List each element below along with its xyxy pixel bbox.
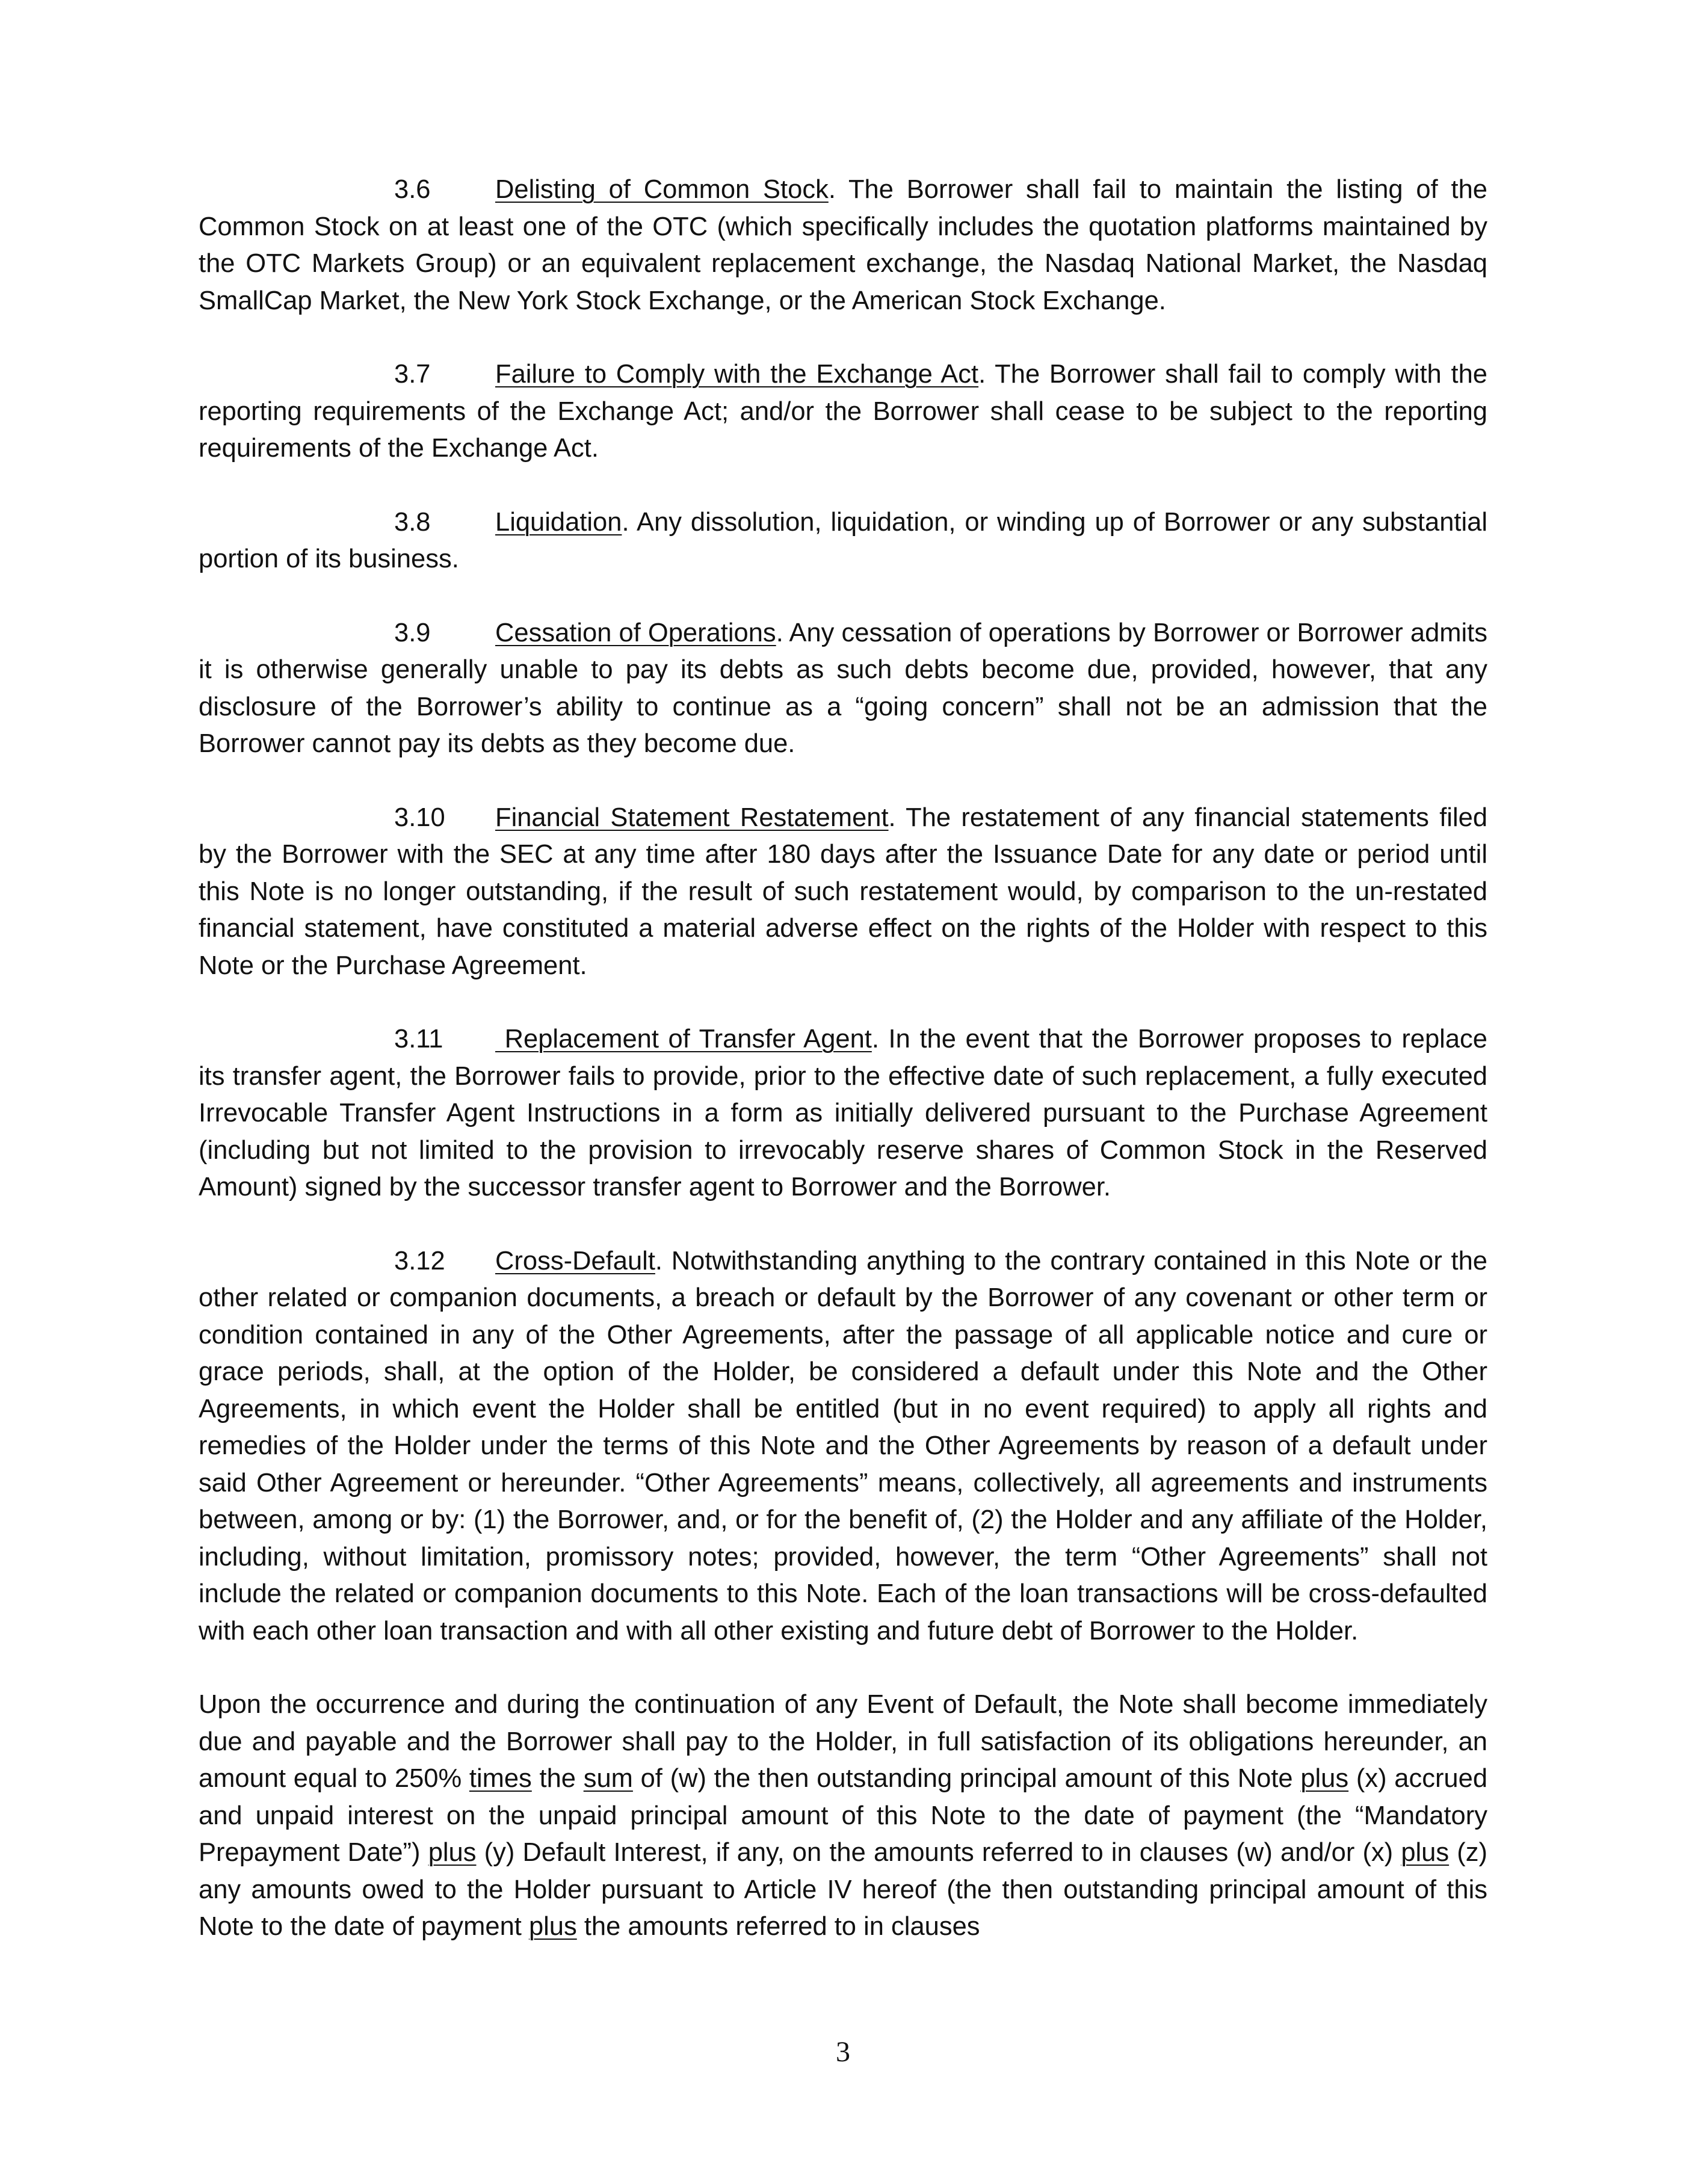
section-3-8	[199, 504, 1487, 578]
text-run: the	[531, 1764, 584, 1793]
text-run: the amounts referred to in clauses	[576, 1912, 980, 1941]
section-3-11	[199, 1021, 1487, 1206]
section-heading: Financial Statement Restatement	[495, 803, 889, 832]
section-heading: Liquidation	[495, 507, 622, 537]
underlined-term: plus	[528, 1912, 577, 1941]
section-3-7	[199, 356, 1487, 467]
section-number: 3.7	[394, 360, 431, 389]
text-run: of (w) the then outstanding principal amount of this Note	[632, 1764, 1301, 1793]
section-3-12	[199, 1243, 1487, 1650]
section-body: . Any cessation of operations by Borrower or Borrower admits it is otherwise generally unable to pay its debts as such debts become due, provided, however, that any disclosure of the Borrower’s ability to continue as a “going concern” shall not be an admission that the Borrower cannot pay its debts as they become due.	[199, 618, 1487, 758]
section-body: . Notwithstanding anything to the contrary contained in this Note or the other related or companion documents, a breach or default by the Borrower of any covenant or other term or condition contained in any of the Other Agreements, after the passage of all applicable notice and cure or grace periods, shall, at the option of the Holder, be considered a default under this Note and the Other Agreements, in which event the Holder shall be entitled (but in no event required) to apply all rights and remedies of the Holder under the terms of this Note and the Other Agreements by reason of a default under said Other Agreement or hereunder. “Other Agreements” means, collectively, all agreements and instruments between, among or by: (1) the Borrower, and, or for the benefit of, (2) the Holder and any affiliate of the Holder, including, without limitation, promissory notes; provided, however, the term “Other Agreements” shall not include the related or companion documents to this Note. Each of the loan transactions will be cross-defaulted with each other loan transaction and with all other existing and future debt of Borrower to the Holder.	[199, 1246, 1487, 1646]
section-number: 3.12	[394, 1246, 445, 1276]
page-number: 3	[836, 2036, 850, 2068]
text-run: (y) Default Interest, if any, on the amounts referred to in clauses (w) and/or (x)	[476, 1838, 1401, 1867]
underlined-term: plus	[1300, 1764, 1349, 1793]
section-body: . In the event that the Borrower proposes to replace its transfer agent, the Borrower fails to provide, prior to the effective date of such replacement, a fully executed Irrevocable Transfer Agent Instructions in a form as initially delivered pursuant to the Purchase Agreement (including but not limited to the provision to irrevocably reserve shares of Common Stock in the Reserved Amount) signed by the successor transfer agent to Borrower and the Borrower.	[199, 1025, 1487, 1202]
section-3-10	[199, 800, 1487, 985]
section-heading: Cross-Default	[495, 1246, 655, 1276]
section-body: . The Borrower shall fail to maintain the listing of the Common Stock on at least one of the OTC (which specifically includes the quotation platforms maintained by the OTC Markets Group) or an equivalent replacement exchange, the Nasdaq National Market, the Nasdaq SmallCap Market, the New York Stock Exchange, or the American Stock Exchange.	[199, 175, 1487, 315]
text-run: (x) accrued and unpaid interest on the unpaid principal amount of this Note to the date of payment (the “Mandatory Prepayment Date”)	[199, 1764, 1488, 1867]
section-body: . The restatement of any financial statements filed by the Borrower with the SEC at any time after 180 days after the Issuance Date for any date or period until this Note is no longer outstanding, if the result of such restatement would, by comparison to the un-restated financial statement, have constituted a material adverse effect on the rights of the Holder with respect to this Note or the Purchase Agreement.	[199, 803, 1488, 980]
section-heading: Cessation of Operations	[495, 618, 776, 647]
document-page	[199, 171, 1487, 1982]
section-number: 3.10	[394, 803, 445, 832]
section-number: 3.8	[394, 507, 431, 537]
section-heading: Failure to Comply with the Exchange Act	[495, 360, 979, 389]
section-heading: Replacement of Transfer Agent	[495, 1025, 872, 1053]
section-3-6	[199, 171, 1487, 319]
underlined-term: plus	[1401, 1838, 1450, 1867]
section-number: 3.9	[394, 618, 431, 647]
underlined-term: sum	[583, 1764, 633, 1793]
section-3-9	[199, 615, 1487, 763]
text-run: (z) any amounts owed to the Holder pursuant to Article IV hereof (the then outstanding principal amount of this Note to the date of payment	[199, 1838, 1487, 1941]
section-body: . Any dissolution, liquidation, or winding up of Borrower or any substantial portion of its business.	[199, 507, 1487, 573]
underlined-term: plus	[428, 1838, 477, 1867]
default-payment-paragraph	[199, 1686, 1487, 1946]
underlined-term: times	[469, 1764, 532, 1793]
section-body: . The Borrower shall fail to comply with the reporting requirements of the Exchange Act; and/or the Borrower shall cease to be subject to the reporting requirements of the Exchange Act.	[199, 360, 1487, 463]
section-heading: Delisting of Common Stock	[495, 175, 829, 204]
section-number: 3.6	[394, 175, 431, 204]
text-run: Upon the occurrence and during the continuation of any Event of Default, the Note shall become immediately due and payable and the Borrower shall pay to the Holder, in full satisfaction of its obligations hereunder, an amount equal to 250%	[199, 1690, 1487, 1793]
section-number: 3.11	[394, 1025, 443, 1053]
